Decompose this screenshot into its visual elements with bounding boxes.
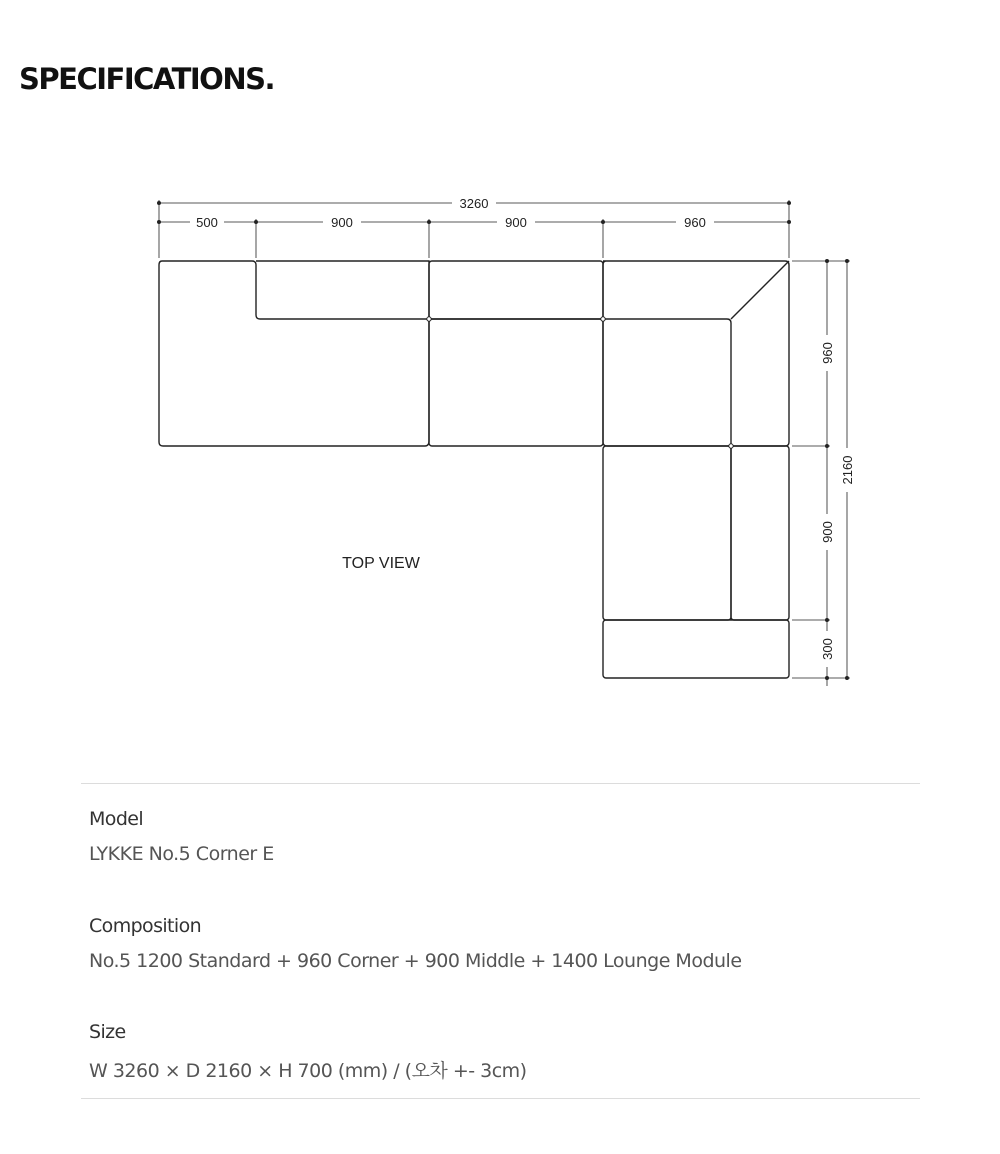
sofa-module-middle-back [429, 261, 603, 319]
dimension-segment-300-right: 300 [820, 638, 835, 660]
spec-composition-value: No.5 1200 Standard + 960 Corner + 900 Middle + 1400 Lounge Module [89, 950, 742, 972]
spec-model [89, 808, 274, 865]
spec-size [89, 1021, 527, 1083]
sofa-module-lounge-end [603, 620, 789, 678]
sofa-corner-seat [603, 319, 731, 446]
spec-model-value: LYKKE No.5 Corner E [89, 843, 274, 865]
divider-top [81, 783, 920, 784]
view-label: TOP VIEW [342, 555, 420, 572]
divider-bottom [81, 1098, 920, 1099]
dimension-segment-900a: 900 [331, 215, 353, 230]
page-title: SPECIFICATIONS. [19, 62, 274, 96]
dimension-segment-900b: 900 [505, 215, 527, 230]
sofa-corner-diagonal [731, 261, 789, 319]
spec-composition [89, 915, 742, 972]
dimension-segment-960-right: 960 [820, 342, 835, 364]
sofa-module-lounge-arm [731, 446, 789, 620]
sofa-backrest-left [256, 261, 429, 319]
spec-composition-label: Composition [89, 915, 202, 937]
sofa-module-standard [159, 261, 429, 446]
dimension-segment-900-right: 900 [820, 521, 835, 543]
spec-size-value: W 3260 × D 2160 × H 700 (mm) / (오차 +- 3cm) [89, 1060, 527, 1082]
dimension-segment-960: 960 [684, 215, 706, 230]
dimension-total-top: 3260 [459, 196, 489, 211]
dimension-total-right: 2160 [840, 455, 855, 485]
dimension-segment-500: 500 [196, 215, 218, 230]
joint-markers [427, 317, 733, 448]
sofa-module-middle-seat [429, 319, 603, 446]
spec-size-label: Size [89, 1021, 126, 1043]
sofa-module-lounge-seat [603, 446, 731, 620]
sofa-outline [159, 261, 789, 678]
spec-model-label: Model [89, 808, 144, 830]
